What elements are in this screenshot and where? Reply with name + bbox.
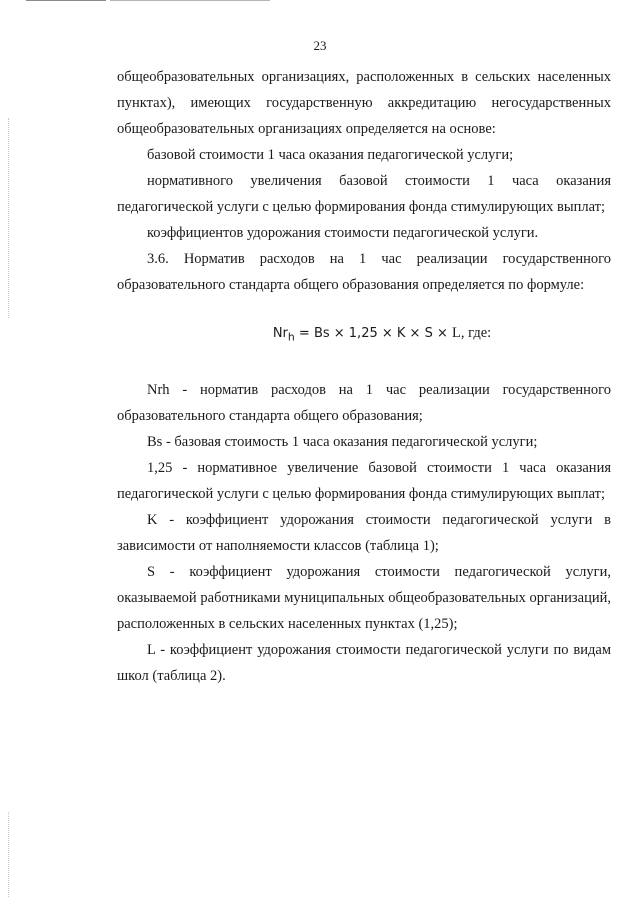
scan-margin-marks	[8, 812, 13, 897]
formula-lhs-subscript: h	[287, 330, 295, 344]
definition-nrh: Nrh - норматив расходов на 1 час реализации государственного образовательного стандарта общего образования;	[117, 382, 611, 424]
definition-k: K - коэффициент удорожания стоимости педагогической услуги в зависимости от наполняемости классов (таблица 1);	[117, 512, 611, 554]
formula	[117, 321, 611, 346]
paragraph-organizations: общеобразовательных организациях, расположенных в сельских населенных пунктах), имеющих государственную аккредитацию негосударственных общеобразовательных организациях определяется на основе:	[117, 69, 611, 137]
page-number: 23	[313, 38, 327, 53]
scan-top-rule	[110, 0, 270, 1]
scan-margin-marks	[8, 118, 13, 318]
list-item-coefficients: коэффициентов удорожания стоимости педагогической услуги.	[147, 225, 539, 241]
section-3-6-paragraph: 3.6. Норматив расходов на 1 час реализации государственного образовательного стандарта общего образования определяется по формуле:	[117, 251, 611, 293]
formula-tail: L, где:	[451, 325, 492, 341]
list-item-base-cost: базовой стоимости 1 часа оказания педагогической услуги;	[147, 147, 514, 163]
definition-bs: Bs - базовая стоимость 1 часа оказания педагогической услуги;	[147, 434, 538, 450]
definition-s: S - коэффициент удорожания стоимости педагогической услуги, оказываемой работниками муниципальных общеобразовательных организаций, расположенных в сельских населенных пунктах (1,25);	[117, 564, 611, 632]
document-body	[117, 64, 611, 689]
list-item-normative-increase: нормативного увеличения базовой стоимости 1 часа оказания педагогической услуги с целью формирования фонда стимулирующих выплат;	[117, 173, 611, 215]
definition-1-25: 1,25 - нормативное увеличение базовой стоимости 1 часа оказания педагогической услуги с целью формирования фонда стимулирующих выплат;	[117, 460, 611, 502]
definition-l: L - коэффициент удорожания стоимости педагогической услуги по видам школ (таблица 2).	[117, 642, 611, 684]
formula-rhs: = Bs × 1,25 × K × S ×	[294, 326, 452, 341]
formula-lhs: Nr	[272, 326, 288, 341]
scan-top-rule	[26, 0, 106, 1]
